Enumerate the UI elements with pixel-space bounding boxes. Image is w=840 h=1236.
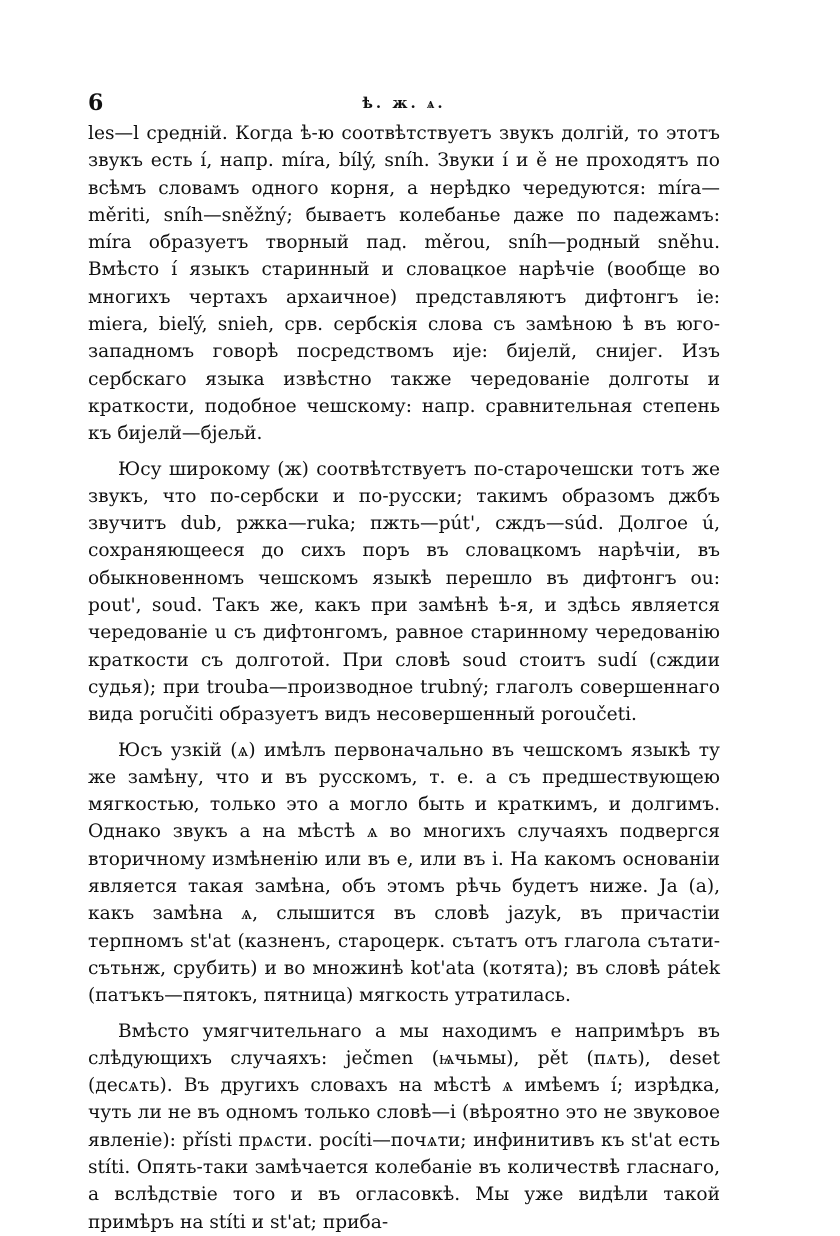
running-head — [88, 88, 720, 118]
body-text — [88, 120, 720, 1236]
running-title: ѣ. ж. ѧ. — [362, 94, 446, 112]
page — [88, 88, 720, 1236]
paragraph-3: Юсъ узкій (ѧ) имѣлъ первоначально въ чешскомъ языкѣ ту же замѣну, что и въ русскомъ, т. е. a съ предшествующею мягкостью, только это a могло быть и краткимъ, и долгимъ. Однако звукъ a на мѣстѣ ѧ во многихъ случаяхъ подвергся вторичному измѣненію или въ e, или въ i. На какомъ основаніи является такая замѣна, объ этомъ рѣчь будетъ ниже. Ja (a), какъ замѣна ѧ, слышится въ словѣ jazyk, въ причастіи терпномъ st'at (казненъ, староцерк. сътатъ отъ глагола сътати-сътьнж, срубить) и во множинѣ kot'ata (котята); въ словѣ pátek (патъкъ—пятокъ, пятница) мягкость утратилась. — [88, 739, 720, 1007]
paragraph-4: Вмѣсто умягчительнаго a мы находимъ e напримѣръ въ слѣдующихъ случаяхъ: ječmen (ѩчьмы), pět (пѧть), deset (десѧть). Въ другихъ словахъ на мѣстѣ ѧ имѣемъ í; изрѣдка, чуть ли не въ одномъ только словѣ—i (вѣроятно это не звуковое явленіе): přísti прѧсти. pocíti—почѧти; инфинитивъ къ st'at есть stíti. Опять-таки замѣчается колебаніе въ количествѣ гласнаго, а вслѣдствіе того и въ огласовкѣ. Мы уже видѣли такой примѣръ на stíti и st'at; приба- — [88, 1020, 720, 1233]
paragraph-1: les—l средній. Когда ѣ-ю соотвѣтствуетъ звукъ долгій, то этотъ звукъ есть í, напр. míra, bílý, sníh. Звуки í и ě не проходятъ по всѣмъ словамъ одного корня, а нерѣдко чередуются: míra—měriti, sníh—sněžný; бываетъ колебанье даже по падежамъ: míra образуетъ творный пад. měrou, sníh—родный sněhu. Вмѣсто í языкъ старинный и словацкое нарѣчіе (вообще во многихъ чертахъ архаичное) представляютъ дифтонгъ ie: miera, bieľý, snieh, срв. сербскія слова съ замѣною ѣ въ юго-западномъ говорѣ посредствомъ ије: бијелй, снијег. Изъ сербскаго языка извѣстно также чередованіе долготы и краткости, подобное чешскому: напр. сравнительная степень къ бијелй—бјељй. — [88, 123, 720, 445]
paragraph-2: Юсу широкому (ж) соотвѣтствуетъ по-старочешски тотъ же звукъ, что по-сербски и по-русски; такимъ образомъ джбъ звучитъ dub, ржка—ruka; пжть—pút', сждъ—súd. Долгое ú, сохраняющееся до сихъ поръ въ словацкомъ нарѣчіи, въ обыкновенномъ чешскомъ языкѣ перешло въ дифтонгъ ou: pout', soud. Такъ же, какъ при замѣнѣ ѣ-я, и здѣсь является чередованіе u съ дифтонгомъ, равное старинному чередованію краткости съ долготой. При словѣ soud стоитъ sudí (сждии судья); при trouba—производное trubný; глаголъ совершеннаго вида poručiti образуетъ видъ несовершенный poroučeti. — [88, 458, 720, 726]
page-number: 6 — [88, 90, 104, 116]
